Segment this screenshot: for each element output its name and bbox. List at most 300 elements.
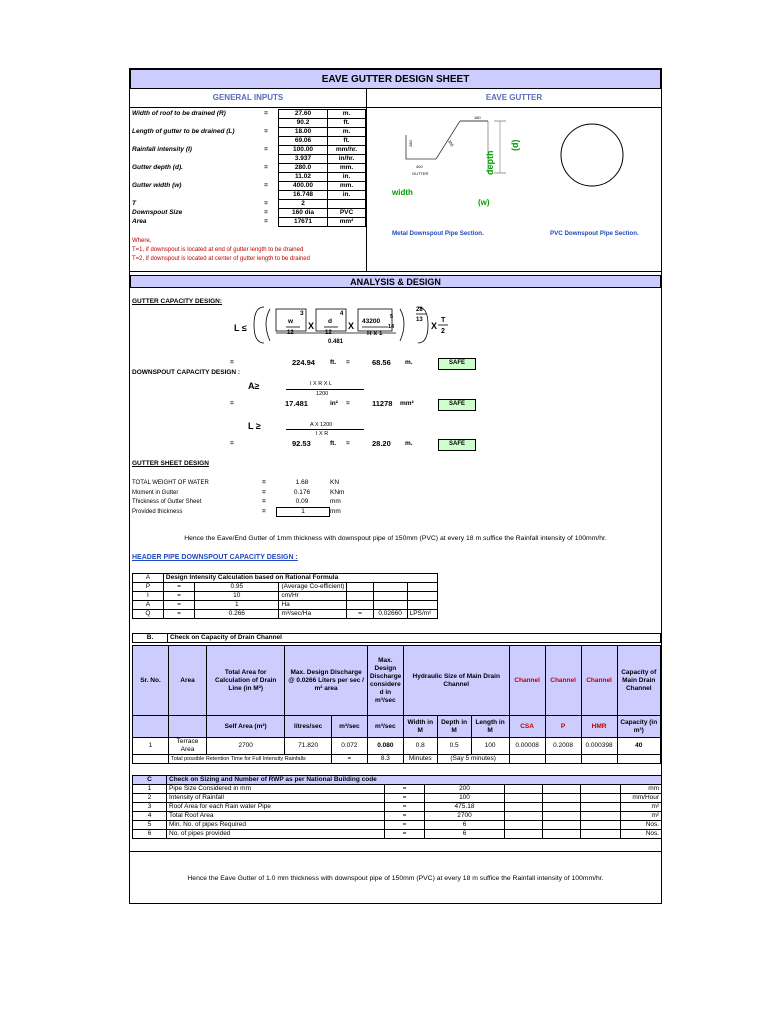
sc-unit: Nos. — [621, 821, 662, 830]
input-unit: PVC — [328, 209, 366, 218]
sa-eq: = — [163, 601, 194, 610]
blank-cell — [505, 803, 543, 812]
blank-cell — [617, 755, 660, 764]
sa-value: 0.266 — [195, 610, 279, 619]
width-label: width — [392, 188, 413, 197]
col-channel-2: Channel — [545, 646, 581, 716]
sc-no: 4 — [133, 812, 167, 821]
ds-safe-badge: SAFE — [438, 399, 476, 411]
subheader-cell — [133, 716, 169, 738]
input-row — [130, 110, 366, 119]
gc-m: m. — [405, 359, 413, 366]
gs-unit: mm — [330, 507, 341, 515]
subheader-cell: litres/sec — [285, 716, 332, 738]
formula-12a: 12 — [287, 330, 294, 336]
where-note-1: T=1, if downspout is located at end of gutter length to be drained — [132, 247, 304, 253]
input-value: 27.60 — [279, 110, 328, 119]
section-a-row — [133, 583, 438, 592]
blank-cell — [543, 812, 581, 821]
col-max-discharge-considered: Max. Design Discharge considere d in m³/sec — [367, 646, 403, 716]
ds-num: I X R X L — [310, 381, 333, 387]
input-row — [130, 182, 366, 191]
sc-no: 5 — [133, 821, 167, 830]
input-label — [130, 191, 254, 200]
final-conclusion: Hence the Eave Gutter of 1.0 mm thickness with downspout pipe of 150mm (PVC) at every 18 m suffice the Rainfall intensity of 100mm/hr. — [187, 875, 604, 882]
general-inputs-header: GENERAL INPUTS — [212, 93, 284, 102]
col-channel-1: Channel — [509, 646, 545, 716]
sa-eq2 — [347, 583, 373, 592]
input-eq — [254, 137, 279, 146]
retention-unit: Minutes — [403, 755, 437, 764]
sc-value: 2700 — [425, 812, 505, 821]
pvc-pipe-circle — [561, 124, 623, 186]
ds-den2: I X R — [316, 431, 329, 437]
formula-0481: 0.481 — [328, 339, 344, 345]
gs-label: Provided thickness — [132, 508, 183, 515]
subheader-cell: CSA — [509, 716, 545, 738]
sc-unit: mm — [621, 785, 662, 794]
analysis-header: ANALYSIS & DESIGN — [130, 275, 661, 288]
section-c-table — [132, 775, 662, 839]
sc-unit: Nos. — [621, 830, 662, 839]
data-cell: 0.5 — [437, 738, 471, 755]
sc-eq: = — [385, 794, 425, 803]
eave-gutter-header: EAVE GUTTER — [485, 93, 543, 102]
ds-den: 1200 — [316, 391, 329, 397]
gc-eq: = — [230, 359, 234, 366]
formula-d: d — [328, 318, 332, 325]
blank-cell — [581, 785, 621, 794]
section-c-row — [133, 794, 662, 803]
formula-rx1: R x 1 — [367, 330, 383, 337]
divider — [130, 271, 661, 272]
formula-5: 5 — [390, 314, 394, 320]
section-a-table — [132, 573, 438, 619]
blank-cell — [581, 812, 621, 821]
section-a-row — [133, 601, 438, 610]
sc-value: 475.18 — [425, 803, 505, 812]
input-row — [130, 209, 366, 218]
divider — [130, 107, 661, 108]
input-row — [130, 119, 366, 128]
input-label: Gutter width (w) — [132, 182, 182, 189]
input-unit: in. — [328, 191, 366, 200]
pvc-caption: PVC Downspout Pipe Section. — [550, 230, 639, 237]
sa-eq: = — [163, 583, 194, 592]
col-max-discharge: Max. Design Discharge @ 0.0266 Liters per sec / m² area — [285, 646, 368, 716]
blank-cell — [543, 821, 581, 830]
data-cell: Terrace Area — [168, 738, 206, 755]
data-cell: 1 — [133, 738, 169, 755]
sc-no: 1 — [133, 785, 167, 794]
sa-u2 — [407, 601, 437, 610]
section-a-row — [133, 592, 438, 601]
dim-300: 300 — [447, 139, 455, 148]
gs-eq: = — [262, 488, 266, 496]
input-eq: = — [264, 218, 268, 225]
input-value: 100.00 — [279, 146, 328, 155]
sc-unit: mm/Hour — [621, 794, 662, 803]
formula-4: 4 — [340, 311, 344, 317]
blank-cell — [581, 821, 621, 830]
subheader-cell: Length in M — [471, 716, 509, 738]
input-value: 280.0 — [279, 164, 328, 173]
gs-value: 1 — [276, 507, 330, 517]
sc-value: 6 — [425, 830, 505, 839]
input-value: 11.02 — [279, 173, 328, 182]
formula-2: 2 — [441, 328, 445, 335]
section-c-row — [133, 830, 662, 839]
sa-u2 — [407, 583, 437, 592]
ds-num2: A X 1200 — [310, 422, 333, 428]
input-eq — [254, 191, 279, 200]
input-value: 3.937 — [279, 155, 328, 164]
sa-value: 1 — [195, 601, 279, 610]
formula-3: 3 — [300, 310, 304, 317]
input-value: 17671 — [279, 218, 328, 227]
input-label — [130, 155, 254, 164]
gc-result-ft: 224.94 — [292, 358, 315, 367]
sa-v2 — [373, 601, 407, 610]
input-unit: m. — [328, 128, 366, 137]
sa-eq2: = — [347, 610, 373, 619]
ds-ft: ft. — [330, 440, 337, 447]
blank-cell — [581, 830, 621, 839]
sc-no: 3 — [133, 803, 167, 812]
ds-result-m: 28.20 — [372, 439, 391, 448]
data-cell: 0.000398 — [581, 738, 617, 755]
sa-sym: P — [133, 583, 164, 592]
sc-label: Total Roof Area — [167, 812, 385, 821]
blank-cell — [509, 755, 545, 764]
input-row — [130, 146, 366, 155]
input-label: Length of gutter to be drained (L) — [132, 128, 235, 135]
sc-eq: = — [385, 812, 425, 821]
input-unit: mm² — [328, 218, 366, 227]
data-cell: 0.8 — [403, 738, 437, 755]
sc-eq: = — [385, 785, 425, 794]
input-value: 18.00 — [279, 128, 328, 137]
input-unit: mm. — [328, 182, 366, 191]
blank-cell — [505, 821, 543, 830]
data-cell: 40 — [617, 738, 660, 755]
input-row — [130, 164, 366, 173]
subheader-cell — [168, 716, 206, 738]
sc-eq: = — [385, 830, 425, 839]
gs-eq: = — [262, 498, 266, 505]
ds-m: m. — [405, 440, 413, 447]
gs-eq: = — [262, 507, 266, 515]
section-c-row — [133, 785, 662, 794]
blank-cell — [543, 803, 581, 812]
formula-t: T — [441, 317, 446, 324]
formula-13: 13 — [416, 317, 423, 323]
sc-label: Roof Area for each Rain water Pipe — [167, 803, 385, 812]
sa-v2 — [373, 583, 407, 592]
gs-value: 0.176 — [293, 488, 311, 496]
input-unit: mm/hr. — [328, 146, 366, 155]
metal-caption: Metal Downspout Pipe Section. — [392, 230, 484, 237]
input-eq — [254, 155, 279, 164]
sa-sym: Q — [133, 610, 164, 619]
input-value: 2 — [279, 200, 328, 209]
ds-result-mm: 11278 — [372, 399, 393, 408]
formula-28: 28 — [416, 307, 423, 313]
input-label: Gutter depth (d). — [132, 164, 183, 171]
input-value: 160 dia — [279, 209, 328, 218]
design-sheet — [129, 68, 662, 904]
dim-400: 400 — [416, 164, 423, 169]
sc-no: 6 — [133, 830, 167, 839]
ds-mm2: mm² — [400, 400, 414, 407]
section-b-title: Check on Capacity of Drain Channel — [168, 634, 661, 643]
section-c-row — [133, 821, 662, 830]
ds-eq4: = — [346, 440, 350, 447]
inputs-table — [130, 109, 366, 227]
gc-eq2: = — [346, 359, 350, 366]
depth-label: depth — [485, 150, 495, 175]
sa-v2: 0.02660 — [373, 610, 407, 619]
gc-result-m: 68.56 — [372, 358, 391, 367]
input-eq — [254, 119, 279, 128]
blank-cell — [581, 803, 621, 812]
blank-cell — [133, 755, 169, 764]
a-symbol: A≥ — [248, 381, 260, 391]
data-cell: 0.072 — [331, 738, 367, 755]
section-c-row — [133, 812, 662, 821]
sa-value: 10 — [195, 592, 279, 601]
col-hydraulic-size: Hydraulic Size of Main Drain Channel — [403, 646, 509, 716]
blank-cell — [543, 794, 581, 803]
brace-left — [254, 307, 264, 343]
blank-cell — [581, 755, 617, 764]
sa-value: 0.95 — [195, 583, 279, 592]
input-row — [130, 173, 366, 182]
col-capacity: Capacity of Main Drain Channel — [617, 646, 660, 716]
input-row — [130, 191, 366, 200]
blank-cell — [543, 830, 581, 839]
sc-value: 200 — [425, 785, 505, 794]
d-label: (d) — [510, 139, 520, 151]
gs-unit: KN — [330, 479, 340, 486]
subheader-cell: Capacity (in m³) — [617, 716, 660, 738]
sc-eq: = — [385, 821, 425, 830]
ds-result-ft: 92.53 — [292, 439, 311, 448]
retention-note: (Say 5 minutes) — [437, 755, 509, 764]
input-unit: ft. — [328, 119, 366, 128]
ds-result-in: 17.481 — [285, 399, 308, 408]
gutter-sheet-conclusion: Hence the Eave/End Gutter of 1mm thickness with downspout pipe of 150mm (PVC) at every 18 m suffice the Rainfall intensity of 100mm/hr. — [184, 535, 607, 542]
blank-cell — [581, 794, 621, 803]
sc-unit: m² — [621, 812, 662, 821]
gs-label: Moment in Gutter — [132, 489, 179, 496]
gc-safe-badge: SAFE — [438, 358, 476, 370]
subheader-cell: m³/sec — [367, 716, 403, 738]
col-sr-no: Sr. No. — [133, 646, 169, 716]
formula-12b: 12 — [325, 330, 332, 336]
sc-no: 2 — [133, 794, 167, 803]
retention-label: Total possible Retention Time for Full Intensity Rainfalls — [168, 755, 331, 764]
formula-14: 14 — [388, 324, 395, 330]
sa-note: m³/sec/Ha — [279, 610, 347, 619]
blank-cell — [545, 755, 581, 764]
blank-cell — [543, 785, 581, 794]
input-label: Rainfall intensity (I) — [132, 146, 192, 153]
retention-eq: = — [331, 755, 367, 764]
input-value: 400.00 — [279, 182, 328, 191]
input-eq: = — [264, 200, 268, 207]
gs-label: TOTAL WEIGHT OF WATER — [132, 480, 209, 486]
section-a-row — [133, 610, 438, 619]
input-label: Downspout Size — [132, 209, 183, 216]
gutter-label: GUTTER — [412, 171, 429, 176]
sa-u2 — [407, 592, 437, 601]
section-b-table — [132, 633, 661, 643]
subheader-cell: P — [545, 716, 581, 738]
data-cell: 100 — [471, 738, 509, 755]
gs-unit: mm — [330, 498, 341, 505]
divider — [130, 851, 661, 852]
data-cell: 2700 — [207, 738, 285, 755]
input-value: 90.2 — [279, 119, 328, 128]
blank-cell — [505, 785, 543, 794]
formula-43200: 43200 — [362, 318, 381, 325]
gutter-sheet-heading: GUTTER SHEET DESIGN — [132, 460, 209, 467]
data-cell: 71.820 — [285, 738, 332, 755]
input-unit: in/hr. — [328, 155, 366, 164]
sc-label: No. of pipes provided — [167, 830, 385, 839]
gs-eq: = — [262, 479, 266, 486]
blank-cell — [505, 812, 543, 821]
sa-note: cm/Hr — [279, 592, 347, 601]
input-eq — [254, 173, 279, 182]
subheader-cell: m³/sec — [331, 716, 367, 738]
ds-safe-badge-2: SAFE — [438, 439, 476, 451]
input-row — [130, 128, 366, 137]
w-label: (w) — [478, 198, 490, 207]
blank-cell — [505, 794, 543, 803]
input-label: Width of roof to be drained (R) — [132, 110, 226, 117]
ds-eq2: = — [346, 400, 350, 407]
input-row — [130, 155, 366, 164]
header-pipe-heading: HEADER PIPE DOWNSPOUT CAPACITY DESIGN : — [132, 554, 298, 561]
gs-unit: KNm — [330, 488, 345, 496]
section-c-id: C — [133, 776, 167, 785]
l-ge-symbol: L ≥ — [248, 421, 261, 431]
col-total-area: Total Area for Calculation of Drain Line (in M²) — [207, 646, 285, 716]
sa-note: (Average Co-efficient) — [279, 583, 347, 592]
sc-value: 6 — [425, 821, 505, 830]
ds-in2: in² — [330, 400, 338, 407]
input-label — [130, 173, 254, 182]
dim-180: 180 — [474, 115, 481, 120]
input-eq: = — [264, 128, 268, 135]
dim-280: 280 — [408, 140, 413, 147]
sa-note: Ha — [279, 601, 347, 610]
section-b-id: B. — [133, 634, 168, 643]
data-cell: 0.080 — [367, 738, 403, 755]
gs-label: Thickness of Gutter Sheet — [132, 499, 202, 505]
col-area: Area — [168, 646, 206, 716]
sa-eq2 — [347, 601, 373, 610]
input-value: 69.06 — [279, 137, 328, 146]
input-eq: = — [264, 146, 268, 153]
subheader-cell: Width in M — [403, 716, 437, 738]
input-row — [130, 218, 366, 227]
sheet-title: EAVE GUTTER DESIGN SHEET — [130, 69, 661, 89]
input-label — [130, 137, 254, 146]
sc-label: Intensity of Rainfall — [167, 794, 385, 803]
formula-x2: X — [348, 321, 355, 331]
col-channel-3: Channel — [581, 646, 617, 716]
subheader-cell: Self Area (m²) — [207, 716, 285, 738]
sa-eq: = — [163, 592, 194, 601]
gs-value: 1.68 — [295, 479, 309, 486]
input-row — [130, 200, 366, 209]
input-unit: ft. — [328, 137, 366, 146]
input-unit: mm. — [328, 164, 366, 173]
input-eq: = — [264, 110, 268, 117]
input-eq: = — [264, 209, 268, 216]
input-label — [130, 119, 254, 128]
sc-value: 100 — [425, 794, 505, 803]
section-c-row — [133, 803, 662, 812]
input-row — [130, 137, 366, 146]
formula-w: w — [288, 318, 294, 325]
input-eq: = — [264, 182, 268, 189]
input-label: Area — [132, 218, 147, 225]
sc-label: Pipe Size Considered in mm — [167, 785, 385, 794]
retention-value: 8.3 — [367, 755, 403, 764]
gutter-capacity-heading: GUTTER CAPACITY DESIGN: — [132, 298, 223, 305]
downspout-heading: DOWNSPOUT CAPACITY DESIGN : — [132, 369, 241, 376]
formula-x1: X — [308, 321, 315, 331]
ds-eq: = — [230, 400, 234, 407]
input-value: 16.748 — [279, 191, 328, 200]
data-cell: 0.2008 — [545, 738, 581, 755]
sa-u2: LPS/m² — [407, 610, 437, 619]
subheader-cell: Depth in M — [437, 716, 471, 738]
ds-eq3: = — [230, 440, 234, 447]
subheader-cell: HMR — [581, 716, 617, 738]
gutter-diagram — [370, 113, 660, 263]
input-unit: in. — [328, 173, 366, 182]
section-a-id: A — [133, 574, 164, 583]
sa-v2 — [373, 592, 407, 601]
sc-unit: m² — [621, 803, 662, 812]
formula-x3: X — [431, 321, 438, 331]
input-unit: m. — [328, 110, 366, 119]
input-unit — [328, 200, 366, 209]
input-label: T — [132, 200, 136, 207]
sc-label: Min. No. of pipes Required — [167, 821, 385, 830]
section-c-title: Check on Sizing and Number of RWP as per National Building code — [167, 776, 662, 785]
data-cell: 0.00008 — [509, 738, 545, 755]
sa-eq: = — [163, 610, 194, 619]
sa-sym: A — [133, 601, 164, 610]
sa-sym: I — [133, 592, 164, 601]
l-symbol: L ≤ — [234, 323, 247, 333]
drain-channel-table — [132, 645, 661, 764]
gc-ft: ft. — [330, 359, 337, 366]
sa-eq2 — [347, 592, 373, 601]
blank-cell — [505, 830, 543, 839]
where-note-0: Where, — [132, 238, 152, 244]
input-eq: = — [264, 164, 268, 171]
section-a-title: Design Intensity Calculation based on Rational Formula — [163, 574, 437, 583]
gutter-capacity-formula — [250, 301, 450, 353]
where-note-2: T=2, if downspout is located at center of gutter length to be drained — [132, 256, 310, 262]
